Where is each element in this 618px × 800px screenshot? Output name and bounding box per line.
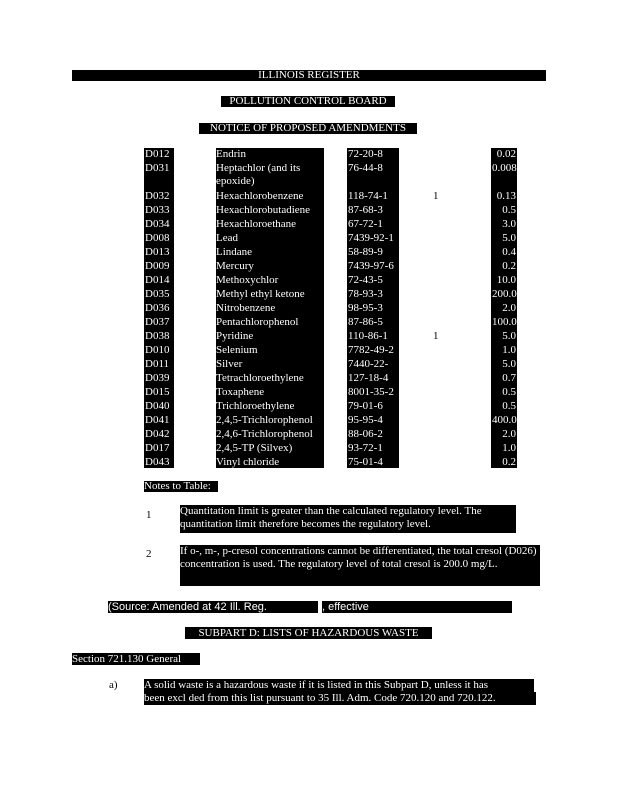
table-cell-name: 2,4,5-Trichlorophenol bbox=[216, 414, 313, 426]
table-cell-cas: 98-95-3 bbox=[348, 302, 383, 314]
table-cell-level: 0.008 bbox=[492, 162, 517, 174]
table-cell-cas: 72-43-5 bbox=[348, 274, 383, 286]
table-cell-code: D035 bbox=[145, 288, 170, 300]
table-cell-level: 0.2 bbox=[502, 260, 516, 272]
notice-title: NOTICE OF PROPOSED AMENDMENTS bbox=[199, 123, 417, 134]
table-cell-level: 1.0 bbox=[502, 442, 516, 454]
table-cell-code: D036 bbox=[145, 302, 170, 314]
table-cell-cas: 72-20-8 bbox=[348, 148, 383, 160]
table-cell-name: Silver bbox=[216, 358, 243, 370]
table-cell-level: 0.4 bbox=[502, 246, 516, 258]
table-cell-name: Trichloroethylene bbox=[216, 400, 295, 412]
table-cell-cas: 75-01-4 bbox=[348, 456, 383, 468]
table-cell-code: D042 bbox=[145, 428, 170, 440]
table-cell-level: 2.0 bbox=[502, 302, 516, 314]
table-cell-cas: 95-95-4 bbox=[348, 414, 383, 426]
table-cell-name: 2,4,6-Trichlorophenol bbox=[216, 428, 313, 440]
register-title: ILLINOIS REGISTER bbox=[258, 69, 360, 81]
table-cell-cas: 7782-49-2 bbox=[348, 344, 394, 356]
table-cell-name: Hexachlorobutadiene bbox=[216, 204, 311, 216]
table-cell-name: Pentachlorophenol bbox=[216, 316, 299, 328]
table-cell-level: 0.2 bbox=[502, 456, 516, 468]
table-cell-level: 2.0 bbox=[502, 428, 516, 440]
table-cell-name: Nitrobenzene bbox=[216, 302, 276, 314]
table-cell-cas: 88-06-2 bbox=[348, 428, 383, 440]
table-cell-level: 0.5 bbox=[502, 204, 516, 216]
source-prefix: (Source: Amended at 42 Ill. Reg. bbox=[108, 601, 318, 613]
table-cell-code: D013 bbox=[145, 246, 170, 258]
table-cell-cas: 93-72-1 bbox=[348, 442, 383, 454]
table-cell-level: 5.0 bbox=[502, 232, 516, 244]
table-cell-cas: 87-86-5 bbox=[348, 316, 383, 328]
note-2-marker: 2 bbox=[146, 548, 152, 560]
table-cell-cas: 110-86-1 bbox=[348, 330, 388, 342]
table-cell-name: Mercury bbox=[216, 260, 254, 272]
table-cell-name: Pyridine bbox=[216, 330, 254, 342]
subpart-heading: SUBPART D: LISTS OF HAZARDOUS WASTE bbox=[185, 627, 432, 639]
table-cell-code: D014 bbox=[145, 274, 170, 286]
table-cell-code: D032 bbox=[145, 190, 170, 202]
table-cell-cas: 7440-22- bbox=[348, 358, 389, 370]
table-cell-name: Endrin bbox=[216, 148, 246, 160]
note-1-marker: 1 bbox=[146, 509, 152, 521]
table-cell-level: 5.0 bbox=[502, 330, 516, 342]
table-cell-name: Tetrachloroethylene bbox=[216, 372, 304, 384]
table-cell-code: D040 bbox=[145, 400, 170, 412]
note-2-text: If o-, m-, p-cresol concentrations cannot be differentiated, the total cresol (D026) concentration is used. The regulatory level of total cresol is 200.0 mg/L. bbox=[180, 545, 540, 586]
table-cell-cas: 67-72-1 bbox=[348, 218, 383, 230]
table-cell-cas: 87-68-3 bbox=[348, 204, 383, 216]
table-cell-code: D038 bbox=[145, 330, 170, 342]
table-cell-level: 0.5 bbox=[502, 386, 516, 398]
table-cell-note: 1 bbox=[433, 190, 439, 202]
table-cell-code: D031 bbox=[145, 162, 170, 174]
table-cell-name: Vinyl chloride bbox=[216, 456, 280, 468]
table-cell-code: D037 bbox=[145, 316, 170, 328]
table-cell-cas: 127-18-4 bbox=[348, 372, 389, 384]
table-cell-level: 10.0 bbox=[496, 274, 516, 286]
table-cell-code: D008 bbox=[145, 232, 170, 244]
table-cell-code: D033 bbox=[145, 204, 170, 216]
table-cell-level: 0.02 bbox=[496, 148, 516, 160]
note-1-text: Quantitation limit is greater than the calculated regulatory level. The quantitation limit therefore becomes the regulatory level. bbox=[180, 505, 516, 533]
para-marker: a) bbox=[109, 679, 118, 691]
table-cell-code: D015 bbox=[145, 386, 170, 398]
table-cell-cas: 79-01-6 bbox=[348, 400, 383, 412]
table-cell-cas: 8001-35-2 bbox=[348, 386, 394, 398]
table-cell-code: D039 bbox=[145, 372, 170, 384]
table-cell-name: Methoxychlor bbox=[216, 274, 279, 286]
table-cell-cas: 58-89-9 bbox=[348, 246, 383, 258]
table-cell-level: 0.7 bbox=[502, 372, 516, 384]
table-cell-code: D034 bbox=[145, 218, 170, 230]
table-cell-code: D012 bbox=[145, 148, 170, 160]
table-cell-level: 1.0 bbox=[502, 344, 516, 356]
table-cell-level: 3.0 bbox=[502, 218, 516, 230]
table-cell-level: 100.0 bbox=[492, 316, 517, 328]
table-cell-note: 1 bbox=[433, 330, 439, 342]
table-cell-name: Hexachlorobenzene bbox=[216, 190, 304, 202]
table-cell-cas: 7439-97-6 bbox=[348, 260, 394, 272]
source-effective: , effective bbox=[322, 601, 512, 613]
table-cell-cas: 118-74-1 bbox=[348, 190, 388, 202]
table-cell-cas: 7439-92-1 bbox=[348, 232, 394, 244]
table-cell-level: 0.5 bbox=[502, 400, 516, 412]
table-cell-code: D017 bbox=[145, 442, 170, 454]
table-cell-level: 5.0 bbox=[502, 358, 516, 370]
table-cell-name: Hexachloroethane bbox=[216, 218, 297, 230]
table-cell-level: 0.13 bbox=[496, 190, 516, 202]
table-cell-name: Selenium bbox=[216, 344, 258, 356]
table-cell-code: D043 bbox=[145, 456, 170, 468]
table-cell-code: D011 bbox=[145, 358, 170, 370]
table-cell-name: Toxaphene bbox=[216, 386, 265, 398]
table-cell-code: D041 bbox=[145, 414, 170, 426]
table-cell-name: Methyl ethyl ketone bbox=[216, 288, 305, 300]
para-line-1: A solid waste is a hazardous waste if it is listed in this Subpart D, unless it has bbox=[144, 679, 534, 692]
board-title: POLLUTION CONTROL BOARD bbox=[221, 96, 395, 107]
table-cell-level: 200.0 bbox=[492, 288, 517, 300]
table-cell-name: Heptachlor (and its epoxide) bbox=[216, 162, 301, 187]
table-cell-name: 2,4,5-TP (Silvex) bbox=[216, 442, 293, 454]
table-cell-cas: 76-44-8 bbox=[348, 162, 383, 174]
table-cell-level: 400.0 bbox=[492, 414, 517, 426]
notes-title: Notes to Table: bbox=[144, 481, 218, 492]
source-suffix: ) bbox=[509, 601, 513, 613]
table-cell-cas: 78-93-3 bbox=[348, 288, 383, 300]
table-cell-code: D010 bbox=[145, 344, 170, 356]
para-line-2: been excl ded from this list pursuant to 35 Ill. Adm. Code 720.120 and 720.122. bbox=[144, 692, 536, 705]
table-cell-name: Lindane bbox=[216, 246, 253, 258]
table-cell-code: D009 bbox=[145, 260, 170, 272]
section-heading: Section 721.130 General bbox=[72, 653, 200, 665]
register-header bbox=[72, 70, 546, 81]
table-cell-name: Lead bbox=[216, 232, 238, 244]
